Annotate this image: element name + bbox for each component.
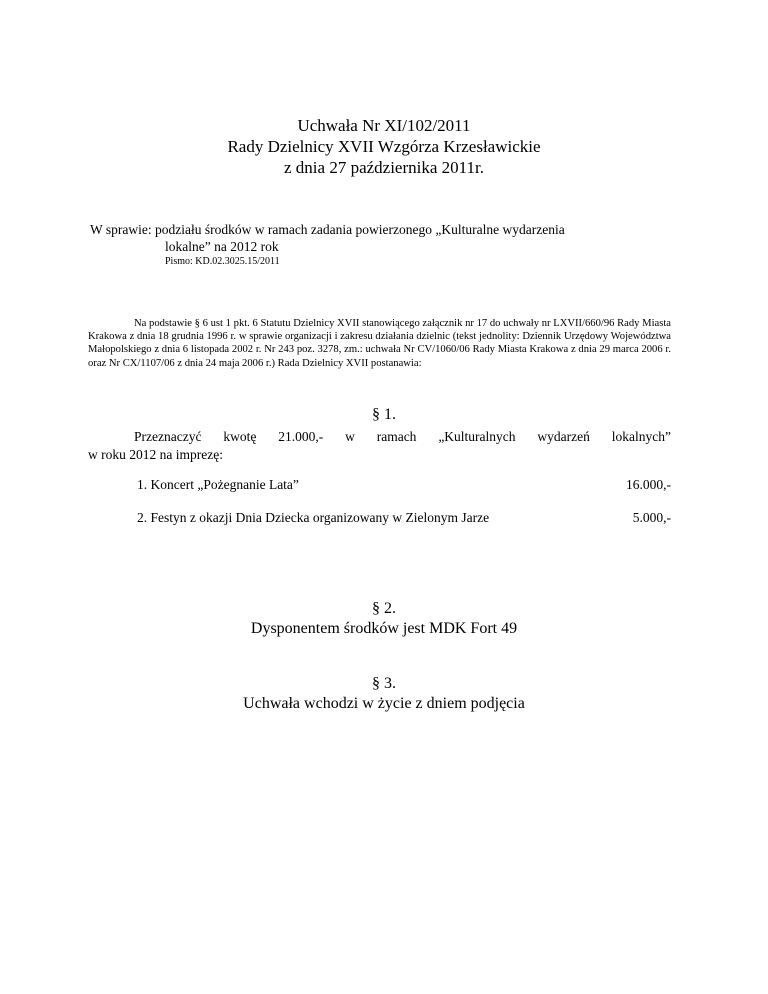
subject [90,221,690,255]
section-1-line-1: Przeznaczyć kwotę 21.000,- w ramach „Kulturalnych wydarzeń lokalnych” [134,429,671,444]
section-3-heading: § 3. [372,675,396,692]
subject-line-2: lokalne” na 2012 rok [165,239,279,254]
list-item-amount: 5.000,- [632,510,671,525]
section-1-text [88,428,671,464]
section-1-line-2: w roku 2012 na imprezę: [88,447,223,462]
section-2-heading: § 2. [372,600,396,617]
legal-basis: Na podstawie § 6 ust 1 pkt. 6 Statutu Dzielnicy XVII stanowiącego załącznik nr 17 do uchwały nr LXVII/660/96 Rady Miasta Krakowa z dnia 18 grudnia 1996 r. w sprawie organizacji i zakresu działania dzielnic (tekst jednolity: Dziennik Urzędowy Województwa Małopolskiego z dnia 6 listopada 2002 r. Nr 243 poz. 3278, zm.: uchwała Nr CV/1060/06 Rady Miasta Krakowa z dnia 29 marca 2006 r. oraz Nr CX/1107/06 z dnia 24 maja 2006 r.) Rada Dzielnicy XVII postanawia: [88,318,671,369]
list-item: 1. Koncert „Pożegnanie Lata” [137,477,299,492]
list-item: 2. Festyn z okazji Dnia Dziecka organizowany w Zielonym Jarze [137,510,490,525]
letter-reference: Pismo: KD.02.3025.15/2011 [165,256,280,267]
subject-line-1: W sprawie: podziału środków w ramach zadania powierzonego „Kulturalne wydarzenia [90,222,565,237]
resolution-number: Uchwała Nr XI/102/2011 [297,116,471,135]
council-name: Rady Dzielnicy XVII Wzgórza Krzesławickie [227,137,541,156]
resolution-date: z dnia 27 października 2011r. [284,158,484,177]
section-3-text: Uchwała wchodzi w życie z dniem podjęcia [243,695,525,712]
section-2-text: Dysponentem środków jest MDK Fort 49 [250,620,518,637]
section-1-heading: § 1. [372,406,396,423]
list-item-amount: 16.000,- [626,477,671,492]
